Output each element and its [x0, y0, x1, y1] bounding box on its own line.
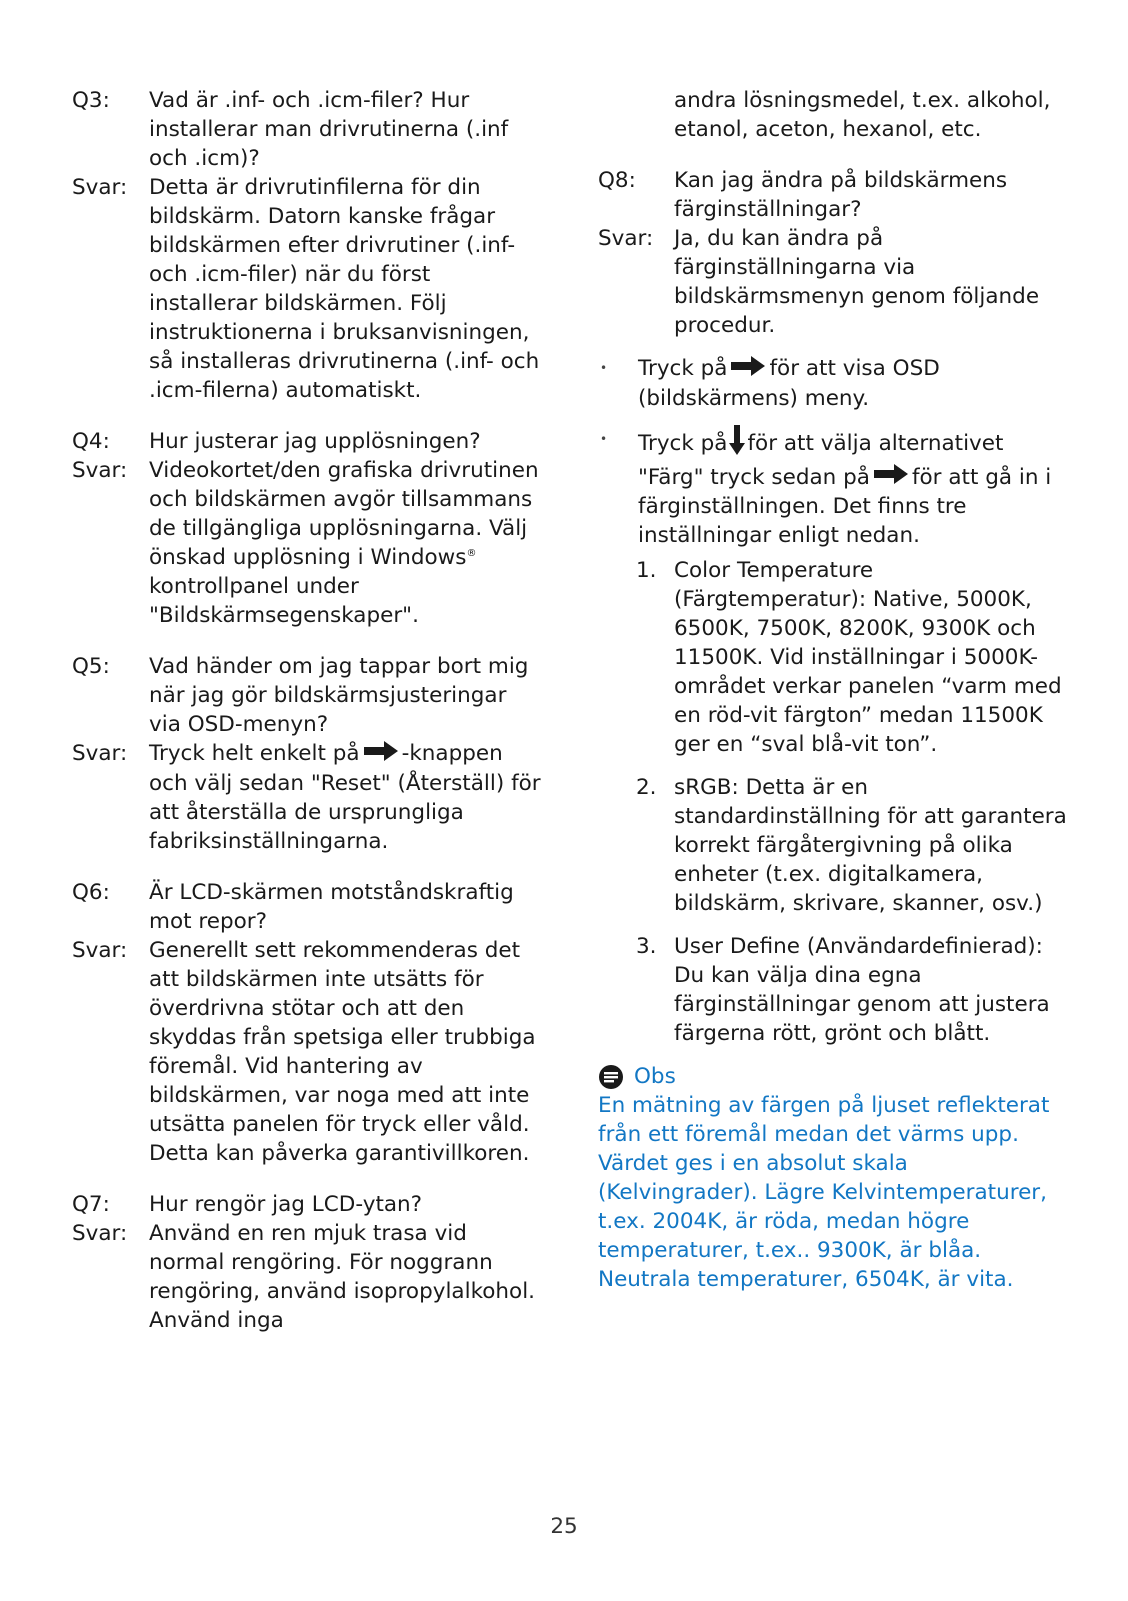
bullet-text: Tryck på	[638, 430, 728, 456]
bullet-text: Tryck på	[638, 356, 728, 381]
question-label: Q6:	[72, 879, 110, 905]
faq-q3	[72, 86, 542, 405]
bullet-dot: •	[600, 431, 608, 446]
list-item	[636, 932, 1068, 1048]
list-number: 3.	[636, 934, 657, 959]
list-text: Color Temperature (Färgtemperatur): Native, 5000K, 6500K, 7500K, 8200K, 9300K och 11500K. Vid inställningar i 5000K-området verkar panelen “varm med en röd-vit färgton” medan 11500K ger en “sval blå-vit ton”.	[674, 558, 1062, 757]
right-column	[598, 86, 1068, 1294]
list-item	[636, 773, 1068, 918]
faq-q5	[72, 652, 542, 856]
left-column	[72, 86, 542, 1357]
question-text: Hur rengör jag LCD-ytan?	[149, 1191, 423, 1217]
right-arrow-icon	[874, 463, 908, 492]
bullet-text: för att visa OSD (bildskärmens) meny.	[638, 356, 940, 411]
question-label: Q4:	[72, 429, 110, 454]
right-arrow-icon	[731, 355, 765, 384]
answer-text: andra lösningsmedel, t.ex. alkohol, etanol, aceton, hexanol, etc.	[674, 88, 1051, 142]
answer-text: Generellt sett rekommenderas det att bildskärmen inte utsätts för överdrivna stötar och att den skyddas från spetsiga eller trubbiga föremål. Vid hantering av bildskärmen, var noga med att inte utsätta panelen för tryck eller våld. Detta kan påverka garantivillkoren.	[149, 937, 536, 1166]
question-label: Q8:	[598, 168, 636, 193]
question-text: Är LCD-skärmen motståndskraftig mot repor?	[149, 879, 514, 934]
answer-text: Använd en ren mjuk trasa vid normal rengöring. För noggrann rengöring, använd isopropylalkohol. Använd inga	[149, 1220, 536, 1333]
settings-list	[636, 556, 1068, 1048]
question-text: Kan jag ändra på bildskärmens färginställningar?	[674, 168, 1008, 222]
note-title: Obs	[634, 1064, 676, 1089]
question-text: Vad händer om jag tappar bort mig när jag gör bildskärmsjusteringar via OSD-menyn?	[149, 654, 529, 737]
faq-q6	[72, 878, 542, 1168]
question-text: Vad är .inf- och .icm-filer? Hur installerar man drivrutinerna (.inf och .icm)?	[149, 88, 509, 171]
faq-q8	[598, 166, 1068, 340]
answer-label: Svar:	[72, 741, 128, 766]
right-arrow-icon	[364, 740, 398, 769]
question-label: Q5:	[72, 654, 110, 679]
list-number: 2.	[636, 775, 657, 800]
answer-text-part: Tryck helt enkelt på	[149, 741, 360, 766]
registered-mark: ®	[466, 547, 477, 559]
list-number: 1.	[636, 558, 657, 583]
note-box	[598, 1062, 1068, 1294]
question-label: Q3:	[72, 88, 110, 113]
answer-text: Detta är drivrutinfilerna för din bildskärm. Datorn kanske frågar bildskärmen efter drivrutiner (.inf- och .icm-filer) när du först installerar bildskärmen. Följ instruktionerna i bruksanvisningen, så installeras drivrutinerna (.inf- och .icm-filerna) automatiskt.	[149, 175, 540, 403]
list-text: sRGB: Detta är en standardinställning för att garantera korrekt färgåtergivning på olika enheter (t.ex. digitalkamera, bildskärm, skrivare, skanner, osv.)	[674, 775, 1067, 916]
bullet-item	[598, 354, 1068, 413]
faq-q7	[72, 1190, 542, 1335]
note-header	[598, 1062, 1068, 1091]
page-number: 25	[550, 1514, 578, 1539]
bullet-dot: •	[600, 361, 608, 375]
bullet-text: för att välja alternativet "Färg" tryck sedan på	[638, 430, 1004, 490]
answer-label: Svar:	[598, 226, 654, 251]
bullet-text: för att gå in i färginställningen. Det finns tre inställningar enligt nedan.	[638, 464, 1052, 548]
answer-label: Svar:	[72, 175, 128, 200]
answer-label: Svar:	[72, 937, 128, 963]
answer-text	[149, 456, 542, 630]
answer-text-part: kontrollpanel under "Bildskärmsegenskaper".	[149, 574, 419, 628]
answer-text: Ja, du kan ändra på färginställningarna via bildskärmsmenyn genom följande procedur.	[674, 226, 1040, 338]
list-item	[636, 556, 1068, 759]
question-label: Q7:	[72, 1191, 110, 1217]
down-arrow-icon	[729, 425, 745, 463]
answer-text-part: -knappen och välj sedan "Reset" (Återställ) för att återställa de ursprungliga fabriksinställningarna.	[149, 741, 541, 854]
answer-text-part: Videokortet/den grafiska drivrutinen och bildskärmen avgör tillsammans de tillgängliga upplösningarna. Välj önskad upplösning i Windows	[149, 458, 539, 570]
bullet-item	[598, 425, 1068, 551]
note-text: En mätning av färgen på ljuset reflekterat från ett föremål medan det värms upp. Värdet ges i en absolut skala (Kelvingrader). Lägre Kelvintemperaturer, t.ex. 2004K, är röda, medan högre temperaturer, t.ex.. 9300K, är blåa. Neutrala temperaturer, 6504K, är vita.	[598, 1093, 1050, 1292]
faq-q4	[72, 427, 542, 630]
list-text: User Define (Användardefinierad): Du kan välja dina egna färginställningar genom att justera färgerna rött, grönt och blått.	[674, 934, 1050, 1046]
answer-label: Svar:	[72, 1220, 128, 1246]
note-icon	[598, 1064, 624, 1090]
answer-label: Svar:	[72, 458, 128, 483]
question-text: Hur justerar jag upplösningen?	[149, 429, 481, 454]
answer-text	[149, 739, 542, 856]
q7-continuation	[598, 86, 1068, 144]
